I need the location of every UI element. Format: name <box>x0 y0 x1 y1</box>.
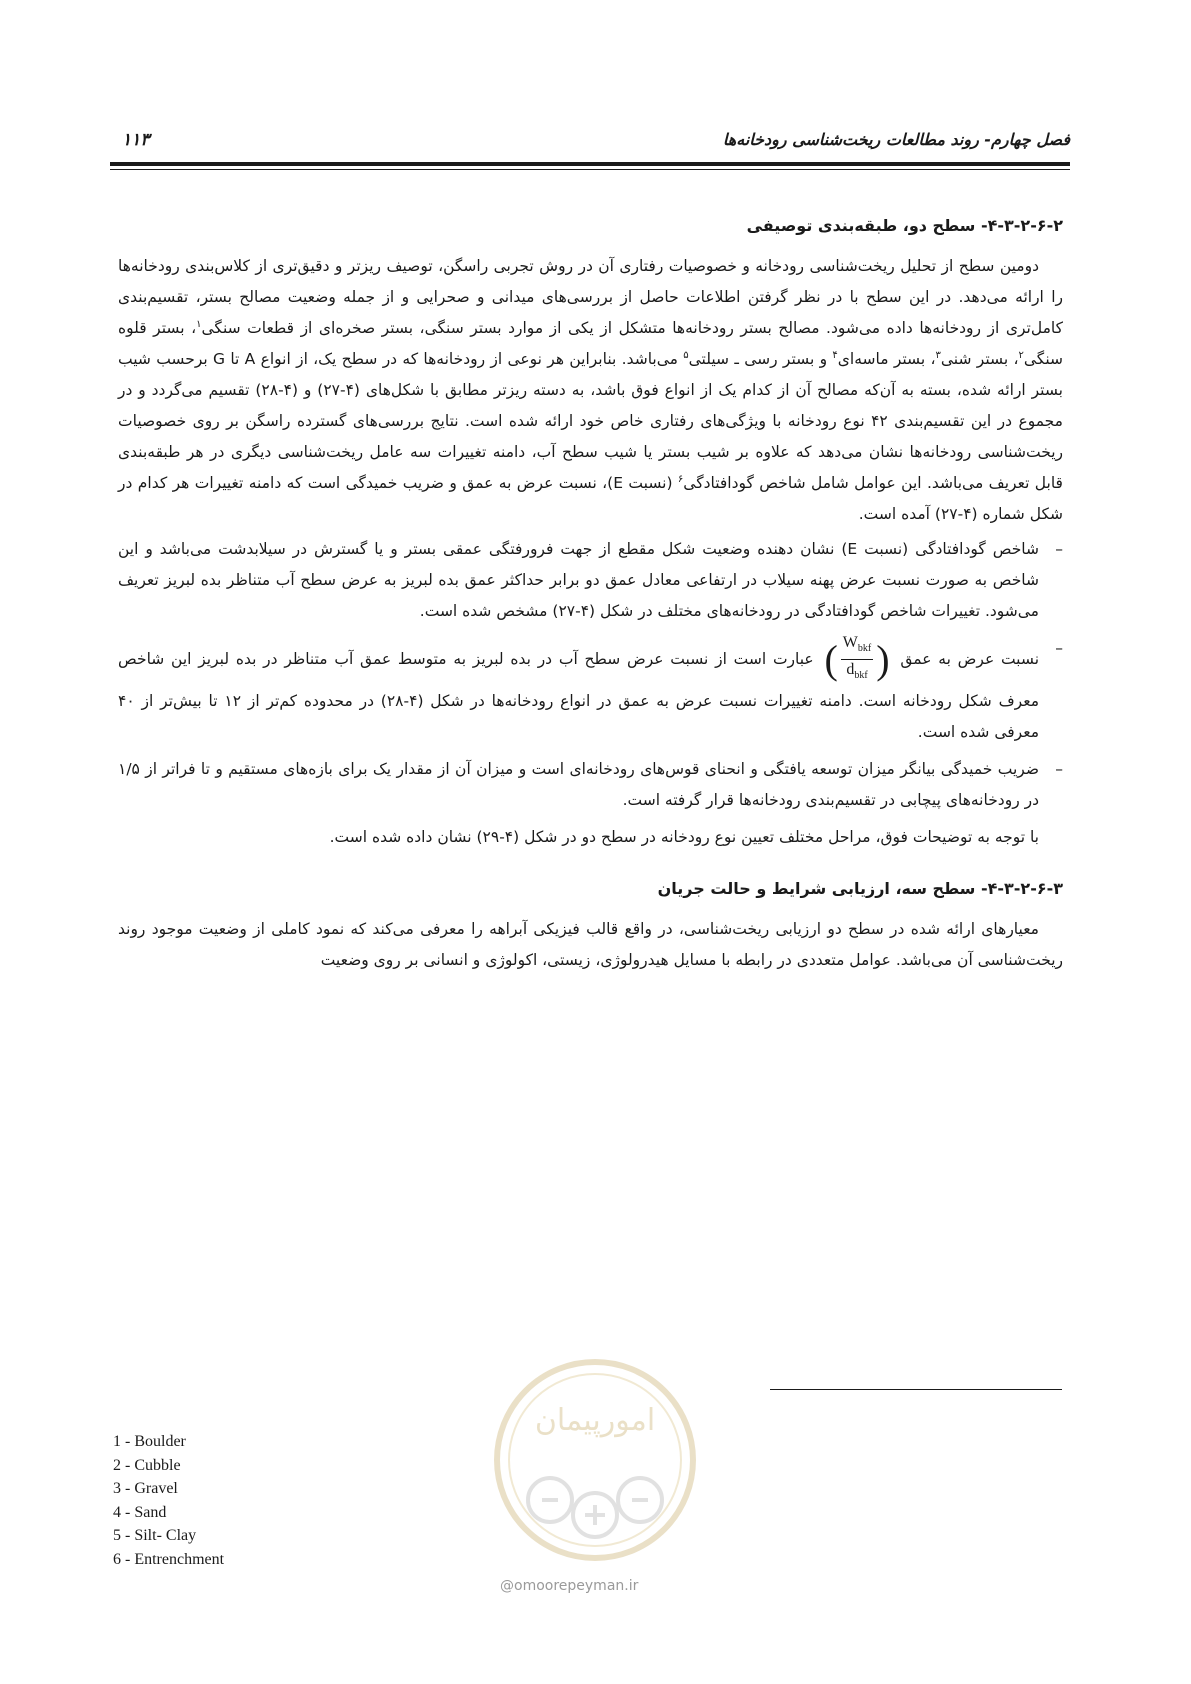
paren-left: ( <box>824 636 838 682</box>
footnotes <box>113 1430 224 1571</box>
page-header <box>110 118 1070 178</box>
text-run: ، بستر قلوه سنگی <box>118 319 1063 368</box>
footnote-ref: ۱ <box>196 318 202 330</box>
text-run: و بستر رسی ـ سیلتی <box>688 350 833 368</box>
watermark-url: @omoorepeyman.ir <box>500 1578 639 1594</box>
text-run: دومین سطح از تحلیل ریخت‌شناسی رودخانه و خصوصیات رفتاری آن در روش تجربی راسگن، توصیف ریزتر و دقیق‌تری از کلاس‌بندی رودخانه‌ها را ارائه می‌دهد. در این سطح با در نظر گرفتن اطلاعات حاصل از بررسی‌های میدانی و صحرایی و از جمله وضعیت مصالح بستر، تقسیم‌بندی کامل‌تری از رودخانه‌ها داده می‌شود. مصالح بستر رودخانه‌ها متشکل از یکی از موارد بستر سنگی، بستر صخره‌ای از قطعات سنگی <box>118 257 1063 337</box>
numerator-symbol: W <box>842 634 858 651</box>
denominator-subscript: bkf <box>854 670 868 682</box>
footnote-item: 2 - Cubble <box>113 1456 181 1474</box>
bullet-list <box>118 534 1063 816</box>
list-item <box>118 534 1063 627</box>
scales-gear-emblem-icon <box>528 1478 662 1537</box>
denominator-symbol: d <box>846 661 855 679</box>
text-run: می‌باشد. بنابراین هر نوعی از رودخانه‌ها که در سطح یک، از انواع A تا G برحسب شیب بستر ارائه شده، بسته به آن‌که مصالح آن از کدام یک از انواع فوق باشد، به دسته ریزتر مطابق با شکل‌های (۴-۲۷) و (۴-۲۸) تقسیم می‌گردد و در مجموع در این تقسیم‌بندی ۴۲ نوع رودخانه با ویژگی‌های رفتاری خاص خود ارائه شده است. نتایج بررسی‌های گسترده راسگن بر روی خصوصیات ریخت‌شناسی رودخانه‌ها نشان می‌دهد که علاوه بر شیب بستر یا شیب سطح آب، دامنه تغییرات سه عامل ریخت‌شناسی دیگری در هر طبقه‌بندی قابل تعریف می‌باشد. این عوامل شامل شاخص گودافتادگی <box>118 350 1063 492</box>
bullet-dash: – <box>1055 540 1063 558</box>
footnote-ref: ۶ <box>677 473 684 485</box>
watermark-text: امورپیمان <box>534 1403 656 1438</box>
section-heading-level-two: ۴-۳-۲-۶-۲- سطح دو، طبقه‌بندی توصیفی <box>746 216 1063 235</box>
page-number: ۱۱۳ <box>122 130 150 150</box>
footnote-item: 1 - Boulder <box>113 1433 186 1450</box>
fraction <box>841 633 873 686</box>
watermark-logo <box>490 1350 700 1600</box>
fraction-denominator <box>844 660 869 686</box>
text-run: ، بستر ماسه‌ای <box>837 350 936 368</box>
footnote-item: 5 - Silt- Clay <box>113 1527 197 1544</box>
footnote-item: 4 - Sand <box>113 1503 167 1521</box>
footnote-ref: ۳ <box>935 349 941 361</box>
width-depth-fraction <box>824 633 889 686</box>
footnote-rule <box>770 1389 1062 1390</box>
list-item-text: شاخص گودافتادگی (نسبت E) نشان دهنده وضعیت شکل مقطع از جهت فرورفتگی عمقی بستر و یا گسترش در سیلابدشت می‌باشد و این شاخص به صورت نسبت عرض پهنه سیلاب در ارتفاعی معادل عمق دو برابر حداکثر عمق بده لبریز به عرض سطح آب متناظر بده لبریز تعریف می‌شود. تغییرات شاخص گودافتادگی در رودخانه‌های مختلف در شکل (۴-۲۷) مشخص شده است. <box>118 540 1039 620</box>
body-paragraph: معیارهای ارائه شده در سطح دو ارزیابی ریخت‌شناسی، در واقع قالب فیزیکی آبراهه را معرفی می‌کند که نمود کاملی از وضعیت موجود روند ریخت‌شناسی آن می‌باشد. عوامل متعددی در رابطه با مسایل هیدرولوژی، زیستی، اکولوژی و انسانی بر روی وضعیت <box>118 920 1063 970</box>
main-content <box>118 210 1063 976</box>
footnote-ref: ۵ <box>683 349 689 361</box>
footnote-ref: ۲ <box>1018 349 1024 361</box>
paren-right: ) <box>876 636 890 682</box>
closing-paragraph: با توجه به توضیحات فوق، مراحل مختلف تعیین نوع رودخانه در سطح دو در شکل (۴-۲۹) نشان داده شده است. <box>329 828 1039 847</box>
header-rule-thick <box>110 162 1070 166</box>
text-run: ، بستر شنی <box>940 350 1019 368</box>
footnote-item: 3 - Gravel <box>113 1480 178 1497</box>
footnote-ref: ۴ <box>832 349 838 361</box>
numerator-subscript: bkf <box>857 643 872 655</box>
list-item-text: ضریب خمیدگی بیانگر میزان توسعه یافتگی و انحنای قوس‌های رودخانه‌ای است و میزان آن از مقدار یک برای بازه‌های مستقیم و تا فراتر از ۱/۵ در رودخانه‌های پیچابی در تقسیم‌بندی رودخانه‌ها قرار گرفته است. <box>118 760 1039 810</box>
chapter-title: فصل چهارم- روند مطالعات ریخت‌شناسی رودخانه‌ها <box>722 130 1070 149</box>
section-heading-level-three: ۴-۳-۲-۶-۳- سطح سه، ارزیابی شرایط و حالت جریان <box>657 879 1063 899</box>
list-item <box>118 754 1063 816</box>
bullet-dash: – <box>1055 639 1063 657</box>
header-rule-thin <box>110 169 1070 170</box>
footnote-item: 6 - Entrenchment <box>113 1550 225 1568</box>
bullet-dash: – <box>1055 760 1063 779</box>
list-item <box>118 633 1063 748</box>
list-item-text: عبارت است از نسبت عرض سطح آب در بده لبریز به متوسط عمق آب متناظر در بده لبریز این شاخص معرف شکل رودخانه است. دامنه تغییرات نسبت عرض به عمق در انواع رودخانه‌ها در شکل (۴-۲۸) در محدوده کم‌تر از ۱۲ تا بیش‌تر از ۴۰ معرفی شده است. <box>118 650 1040 742</box>
body-paragraph <box>118 251 1063 530</box>
list-item-text: نسبت عرض به عمق <box>900 650 1040 669</box>
text-run: (نسبت E)، نسبت عرض به عمق و ضریب خمیدگی است که دامنه تغییرات هر کدام در شکل شماره (۴-۲۷) آمده است. <box>118 474 1063 523</box>
fraction-numerator <box>841 633 873 660</box>
